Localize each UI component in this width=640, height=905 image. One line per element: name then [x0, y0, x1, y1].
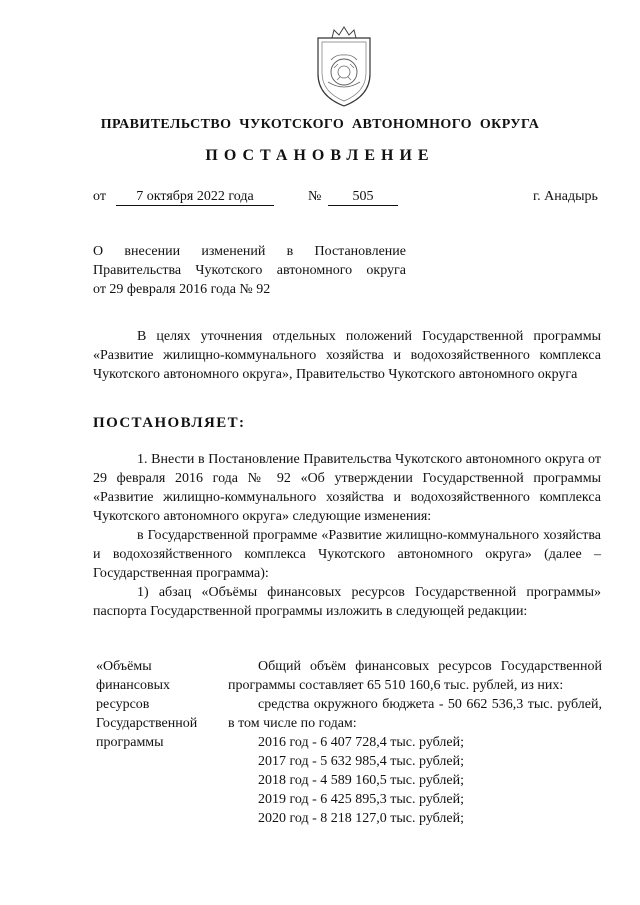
table-left-column: «Объёмы финансовых ресурсов Государственной программы: [96, 659, 198, 750]
year-line: 2017 год - 5 632 985,4 тыс. рублей;: [258, 754, 465, 769]
year-line: 2016 год - 6 407 728,4 тыс. рублей;: [258, 735, 465, 750]
item-1-subparagraph: в Государственной программе «Развитие жилищно-коммунального хозяйства и водохозяйственного комплекса Чукотского автономного округа» (далее – Государственная программа):: [93, 528, 601, 581]
government-title: ПРАВИТЕЛЬСТВО ЧУКОТСКОГО АВТОНОМНОГО ОКРУГА: [100, 117, 540, 132]
table-right-column: [228, 657, 602, 828]
total-financing: Общий объём финансовых ресурсов Государственной программы составляет 65 510 160,6 тыс. рублей, из них:: [228, 659, 602, 693]
district-budget: средства окружного бюджета - 50 662 536,3 тыс. рублей, в том числе по годам:: [228, 697, 602, 731]
decree-body: [93, 450, 601, 621]
document-type-title: ПОСТАНОВЛЕНИЕ: [205, 147, 435, 164]
subject-line: О внесении изменений в Постановление: [93, 244, 406, 259]
document-date: 7 октября 2022 года: [116, 189, 274, 206]
document-subject: [93, 242, 406, 299]
coat-of-arms-icon: [304, 22, 384, 110]
subject-line: от 29 февраля 2016 года № 92: [93, 282, 271, 297]
year-line: 2018 год - 4 589 160,5 тыс. рублей;: [258, 773, 465, 788]
item-1-1: 1) абзац «Объёмы финансовых ресурсов Государственной программы» паспорта Государственной программы изложить в следующей редакции:: [93, 585, 601, 619]
from-label: от: [93, 189, 106, 204]
item-1: 1. Внести в Постановление Правительства Чукотского автономного округа от 29 февраля 2016 года № 92 «Об утверждении Государственной программы «Развитие жилищно-коммунального хозяйства и водохозяйственного комплекса Чукотского автономного округа» следующие изменения:: [93, 452, 601, 524]
city-label: г. Анадырь: [533, 189, 598, 204]
year-line: 2019 год - 6 425 895,3 тыс. рублей;: [258, 792, 465, 807]
preamble-paragraph: В целях уточнения отдельных положений Государственной программы «Развитие жилищно-коммунального хозяйства и водохозяйственного комплекса Чукотского автономного округа», Правительство Чукотского автономного округа: [93, 329, 601, 382]
document-number: 505: [328, 189, 398, 206]
decree-heading: ПОСТАНОВЛЯЕТ:: [93, 415, 246, 431]
subject-line: Правительства Чукотского автономного округа: [93, 263, 406, 278]
number-label: №: [308, 189, 322, 204]
year-line: 2020 год - 8 218 127,0 тыс. рублей;: [258, 811, 465, 826]
